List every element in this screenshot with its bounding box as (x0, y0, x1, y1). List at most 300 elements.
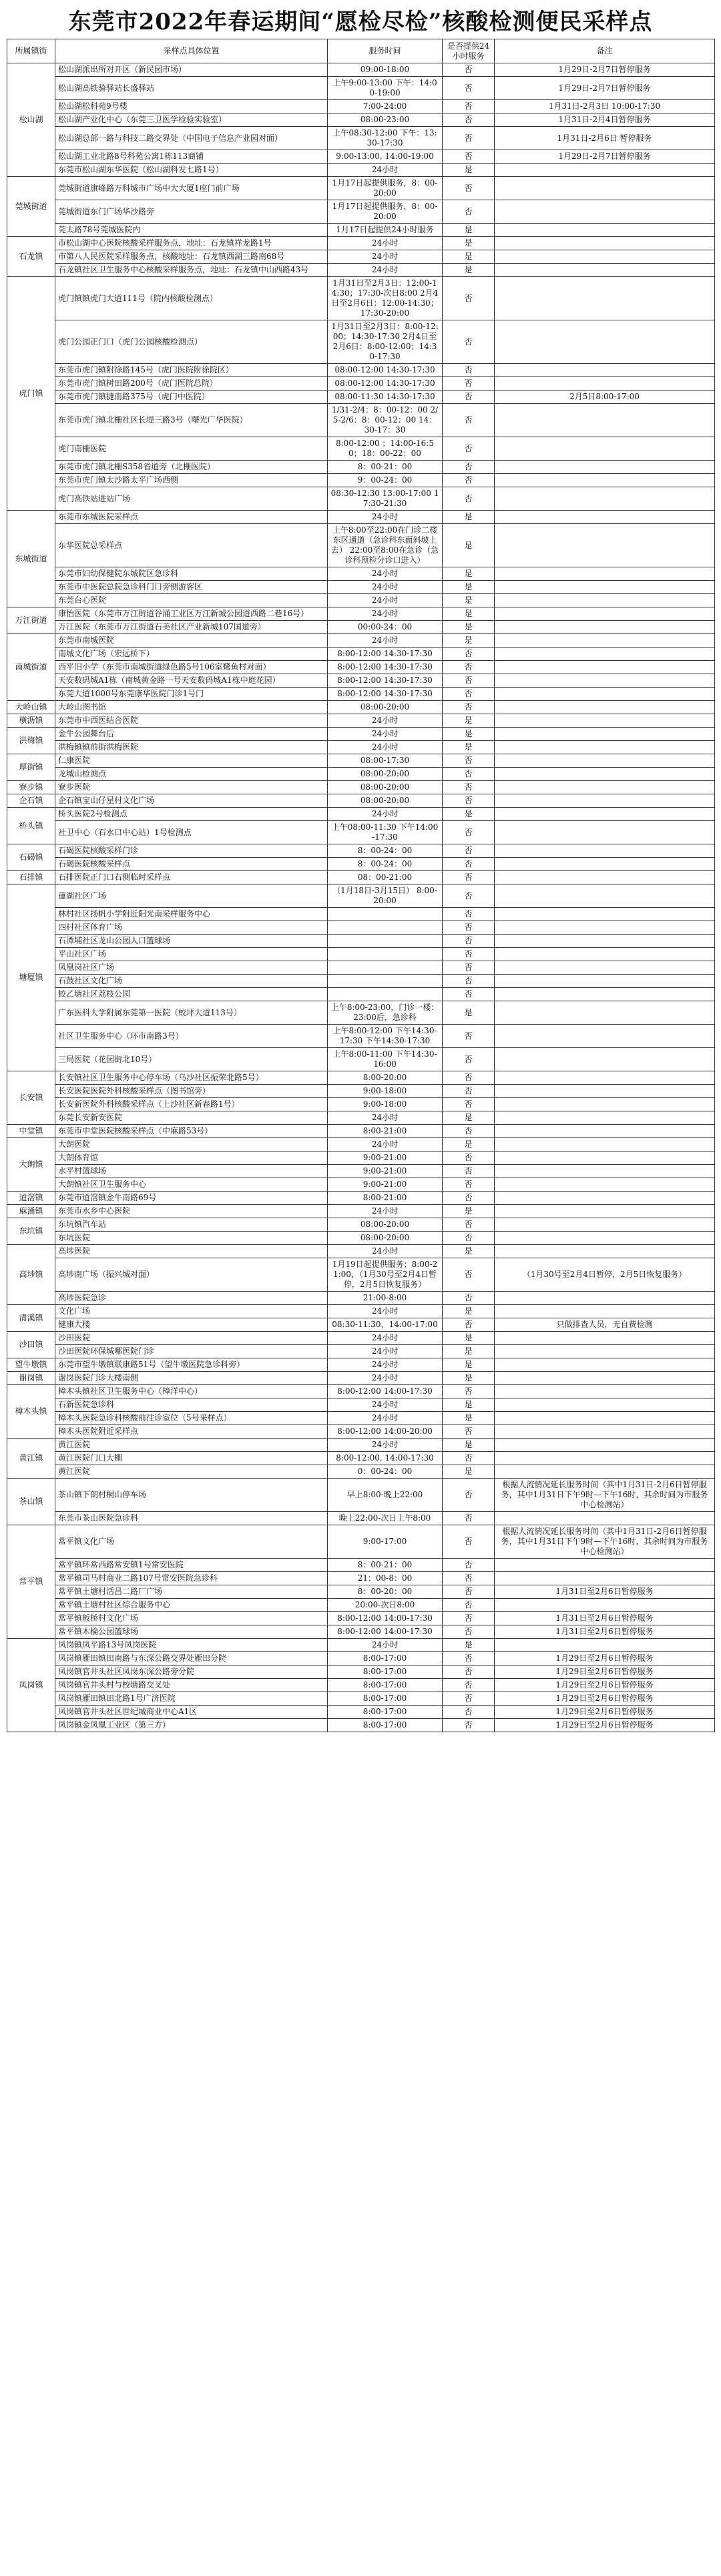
table-row (7, 1412, 715, 1425)
time-cell (328, 988, 443, 1001)
note-cell: 1月29日至2月6日暂停服务 (495, 1706, 715, 1719)
address-cell: 长安镇社区卫生服务中心停车场（乌沙社区振荣北路5号） (55, 1071, 328, 1085)
note-cell: 1月31日至2月6日暂停服务 (495, 1625, 715, 1639)
note-cell (495, 1358, 715, 1372)
24h-cell: 否 (443, 1098, 495, 1111)
address-cell: 长安新医院外科核酸采样点（上沙社区新春路1号） (55, 1098, 328, 1111)
time-cell (328, 948, 443, 961)
time-cell: 早上8:00-晚上22:00 (328, 1479, 443, 1512)
24h-cell: 否 (443, 1479, 495, 1512)
note-cell (495, 634, 715, 648)
24h-cell: 否 (443, 858, 495, 871)
time-cell: 24小时 (328, 1439, 443, 1452)
address-cell: 东莞市道滘镇金牛南路69号 (55, 1192, 328, 1205)
time-cell: 9:00-18:00 (328, 1098, 443, 1111)
town-cell: 莞城街道 (7, 177, 55, 237)
table-row (7, 150, 715, 164)
address-cell: 东莞市东城医院采样点 (55, 511, 328, 524)
24h-cell: 否 (443, 177, 495, 200)
24h-cell: 否 (443, 1425, 495, 1439)
24h-cell: 是 (443, 1305, 495, 1318)
time-cell: 21：00-8：00 (328, 1572, 443, 1585)
24h-cell: 否 (443, 63, 495, 77)
time-cell: 1月17日起提供服务，8：00-20:00 (328, 177, 443, 200)
note-cell (495, 935, 715, 948)
note-cell (495, 948, 715, 961)
table-row (7, 320, 715, 364)
table-body (7, 63, 715, 1732)
time-cell: 08:00-17:30 (328, 754, 443, 768)
town-cell: 清溪镇 (7, 1305, 55, 1332)
table-row (7, 1085, 715, 1098)
24h-cell: 否 (443, 1385, 495, 1398)
table-row (7, 1245, 715, 1258)
address-cell: 大朗体育馆 (55, 1151, 328, 1165)
24h-cell: 是 (443, 524, 495, 567)
town-cell: 大朗镇 (7, 1138, 55, 1192)
town-cell: 企石镇 (7, 794, 55, 808)
address-cell: 高埗医院 (55, 1245, 328, 1258)
table-row (7, 567, 715, 581)
note-cell (495, 437, 715, 461)
address-cell: 社区卫生服务中心（环市南路3号） (55, 1025, 328, 1048)
24h-cell: 否 (443, 1706, 495, 1719)
address-cell: 东莞市虎门镇附徐路145号（虎门医院附徐院区） (55, 364, 328, 377)
24h-cell: 否 (443, 461, 495, 474)
24h-cell: 否 (443, 487, 495, 511)
table-row (7, 437, 715, 461)
address-cell: 松山湖总部一路与科技二路交界处（中国电子信息产业园对面） (55, 127, 328, 150)
note-cell (495, 1439, 715, 1452)
24h-cell: 否 (443, 391, 495, 404)
town-cell: 长安镇 (7, 1071, 55, 1125)
table-row (7, 781, 715, 794)
24h-cell: 否 (443, 844, 495, 858)
24h-cell: 否 (443, 1232, 495, 1245)
note-cell: 1月29日至2月6日暂停服务 (495, 1665, 715, 1679)
24h-cell: 否 (443, 113, 495, 127)
address-cell: 万江医院（东莞市万江街道石美社区产业新城107国道旁） (55, 621, 328, 634)
table-row (7, 364, 715, 377)
town-cell: 塘厦镇 (7, 884, 55, 1071)
table-row (7, 688, 715, 701)
table-row (7, 948, 715, 961)
address-cell: 东莞市松山湖东华医院（松山湖科发七路1号） (55, 164, 328, 177)
note-cell (495, 461, 715, 474)
time-cell: 24小时 (328, 1305, 443, 1318)
table-row (7, 1572, 715, 1585)
note-cell (495, 1639, 715, 1652)
note-cell (495, 871, 715, 884)
24h-cell: 否 (443, 404, 495, 437)
24h-cell: 是 (443, 594, 495, 607)
town-cell: 石龙镇 (7, 237, 55, 277)
address-cell: 寮步医院 (55, 781, 328, 794)
table-row (7, 1398, 715, 1412)
time-cell: 1月17日起提供服务，8：00-20:00 (328, 200, 443, 224)
address-cell: 大朗镇社区卫生服务中心 (55, 1178, 328, 1192)
time-cell (328, 935, 443, 948)
note-cell (495, 1025, 715, 1048)
24h-cell: 是 (443, 634, 495, 648)
note-cell (495, 741, 715, 754)
header-town: 所属镇街 (7, 39, 55, 63)
table-row (7, 871, 715, 884)
table-row (7, 961, 715, 975)
address-cell: 常平镇土塘村活昌二路厂广场 (55, 1585, 328, 1599)
town-cell: 石碣镇 (7, 844, 55, 871)
address-cell: 四村社区体育广场 (55, 921, 328, 935)
address-cell: 松山湖工业北路8号科苑公寓1栋113商铺 (55, 150, 328, 164)
time-cell: 08:00-20:00 (328, 768, 443, 781)
note-cell (495, 607, 715, 621)
note-cell (495, 1452, 715, 1465)
table-row (7, 250, 715, 264)
table-row (7, 661, 715, 674)
address-cell: 常平镇板桥村文化广场 (55, 1612, 328, 1625)
24h-cell: 否 (443, 688, 495, 701)
note-cell (495, 1125, 715, 1138)
table-row (7, 988, 715, 1001)
note-cell (495, 1111, 715, 1125)
time-cell: 8:00-12:00 14:30-17:30 (328, 674, 443, 688)
address-cell: 东莞市茶山医院急诊科 (55, 1512, 328, 1525)
table-row (7, 674, 715, 688)
table-row (7, 1625, 715, 1639)
town-cell: 南城街道 (7, 634, 55, 701)
address-cell: 康怡医院（东莞市万江街道谷涌工业区万江新城公园道西路二巷16号） (55, 607, 328, 621)
header-address: 采样点具体位置 (55, 39, 328, 63)
address-cell: 南城文化广场（宏远桥下） (55, 648, 328, 661)
table-row (7, 277, 715, 320)
address-cell: 虎门高铁站进站广场 (55, 487, 328, 511)
table-row (7, 768, 715, 781)
time-cell: 8:00-17:00 (328, 1706, 443, 1719)
24h-cell: 否 (443, 948, 495, 961)
24h-cell: 否 (443, 1292, 495, 1305)
address-cell: 平山社区广场 (55, 948, 328, 961)
address-cell: 天安数码城A1栋（南城黄金路一号天安数码城A1栋中庭花园） (55, 674, 328, 688)
note-cell (495, 250, 715, 264)
address-cell: 莞太路78号莞城医院内 (55, 224, 328, 237)
address-cell: 沙田医院环保城哪医院门诊 (55, 1345, 328, 1358)
table-row (7, 1479, 715, 1512)
time-cell: 24小时 (328, 1205, 443, 1218)
table-row (7, 1372, 715, 1385)
note-cell (495, 728, 715, 741)
24h-cell: 否 (443, 1085, 495, 1098)
time-cell: 8:00-12:00 ；14:00-16:50；18：00-22：00 (328, 437, 443, 461)
time-cell: 8:00-12:00 14:00-17:30 (328, 1385, 443, 1398)
time-cell: 24小时 (328, 250, 443, 264)
24h-cell: 否 (443, 661, 495, 674)
24h-cell: 是 (443, 714, 495, 728)
note-cell (495, 567, 715, 581)
24h-cell: 否 (443, 1612, 495, 1625)
24h-cell: 是 (443, 1332, 495, 1345)
note-cell (495, 1245, 715, 1258)
time-cell: 08:00-20:00 (328, 1218, 443, 1232)
table-row (7, 1332, 715, 1345)
time-cell: 上午08:00-11:30 下午14:00-17:30 (328, 821, 443, 844)
note-cell (495, 821, 715, 844)
time-cell: 08:00-11:30 14:30-17:30 (328, 391, 443, 404)
table-row (7, 621, 715, 634)
table-row (7, 1048, 715, 1071)
24h-cell: 否 (443, 1071, 495, 1085)
table-row (7, 1151, 715, 1165)
table-row (7, 884, 715, 908)
time-cell: 8:00-12:00 14:00-17:30 (328, 1625, 443, 1639)
time-cell: 8:00-21:00 (328, 1125, 443, 1138)
time-cell: 24小时 (328, 1372, 443, 1385)
note-cell (495, 988, 715, 1001)
note-cell (495, 474, 715, 487)
note-cell: 1月29日至2月6日暂停服务 (495, 1652, 715, 1665)
table-header-row (7, 39, 715, 63)
address-cell: 莞城街道东门广场华沙路旁 (55, 200, 328, 224)
table-row (7, 1525, 715, 1559)
note-cell (495, 1071, 715, 1085)
note-cell (495, 1165, 715, 1178)
table-row (7, 1138, 715, 1151)
note-cell (495, 404, 715, 437)
time-cell: 24小时 (328, 1412, 443, 1425)
time-cell: 24小时 (328, 594, 443, 607)
address-cell: 东莞市虎门镇捷南路375号（虎门中医院） (55, 391, 328, 404)
note-cell (495, 1372, 715, 1385)
time-cell: 24小时 (328, 581, 443, 594)
note-cell (495, 1572, 715, 1585)
24h-cell: 是 (443, 1372, 495, 1385)
table-row (7, 935, 715, 948)
note-cell: 1月31日-2月6日 暂停服务 (495, 127, 715, 150)
table-row (7, 1001, 715, 1025)
time-cell: 上午8:00至22:00在门诊二楼东区通道（急诊科东面斜坡上去） 22:00至8:00在急诊（急诊科预检分诊口进入） (328, 524, 443, 567)
24h-cell: 是 (443, 1439, 495, 1452)
address-cell: 凤岗镇雁田镇田北路1号广济医院 (55, 1692, 328, 1706)
table-row (7, 1025, 715, 1048)
address-cell: 高埗医院急诊 (55, 1292, 328, 1305)
table-row (7, 461, 715, 474)
address-cell: 东莞市妇幼保健院东城院区急诊科 (55, 567, 328, 581)
time-cell: 上午8:00-12:00 下午14:30-17:30 下午14:30-17:30 (328, 1025, 443, 1048)
table-row (7, 821, 715, 844)
time-cell: 9:00-21:00 (328, 1165, 443, 1178)
address-cell: 长安医院医院外科核酸采样点（图书馆旁） (55, 1085, 328, 1098)
time-cell: 24小时 (328, 511, 443, 524)
address-cell: 企石镇宝山仔星村文化广场 (55, 794, 328, 808)
table-row (7, 634, 715, 648)
address-cell: 凤岗镇金凤凰工业区（第三方） (55, 1719, 328, 1732)
note-cell: 1月29日-2月7日暂停服务 (495, 63, 715, 77)
address-cell: 洪梅镇镇前街洪梅医院 (55, 741, 328, 754)
24h-cell: 否 (443, 1318, 495, 1332)
time-cell: 8:00-12:00 14:30-17:30 (328, 648, 443, 661)
24h-cell: 否 (443, 794, 495, 808)
time-cell: 24小时 (328, 607, 443, 621)
table-row (7, 728, 715, 741)
town-cell: 东坑镇 (7, 1218, 55, 1245)
24h-cell: 否 (443, 871, 495, 884)
time-cell: 1月31日至2月3日：8:00-12:00；14:30-17:30 2月4日至2月6日：8:00-12:00；14:30-17:30 (328, 320, 443, 364)
note-cell: 1月29日-2月7日暂停服务 (495, 150, 715, 164)
address-cell: 东莞市南城医院 (55, 634, 328, 648)
table-row (7, 844, 715, 858)
address-cell: 凤岗镇官井头村与校塘路交叉处 (55, 1679, 328, 1692)
note-cell (495, 377, 715, 391)
time-cell: 24小时 (328, 728, 443, 741)
24h-cell: 是 (443, 1639, 495, 1652)
address-cell: 凤岗镇凤平路13号凤岗医院 (55, 1639, 328, 1652)
24h-cell: 否 (443, 961, 495, 975)
note-cell (495, 975, 715, 988)
note-cell (495, 1345, 715, 1358)
note-cell (495, 1398, 715, 1412)
address-cell: 金牛公园舞台后 (55, 728, 328, 741)
note-cell (495, 768, 715, 781)
table-row (7, 1258, 715, 1292)
table-row (7, 200, 715, 224)
table-row (7, 524, 715, 567)
table-row (7, 741, 715, 754)
note-cell (495, 754, 715, 768)
table-row (7, 701, 715, 714)
note-cell (495, 688, 715, 701)
note-cell (495, 781, 715, 794)
24h-cell: 否 (443, 474, 495, 487)
town-cell: 茶山镇 (7, 1479, 55, 1525)
24h-cell: 否 (443, 1599, 495, 1612)
time-cell: 24小时 (328, 1398, 443, 1412)
table-row (7, 77, 715, 100)
table-row (7, 1178, 715, 1192)
24h-cell: 是 (443, 741, 495, 754)
address-cell: 东莞市虎门镇太沙路太平广场西侧 (55, 474, 328, 487)
address-cell: 樟木头医院急诊科核酸前往诊室位（5号采样点） (55, 1412, 328, 1425)
table-row (7, 714, 715, 728)
address-cell: 石排医院正门口右侧临时采样点 (55, 871, 328, 884)
time-cell: 08:00-12:00 14:30-17:30 (328, 364, 443, 377)
time-cell: 08:00-20:00 (328, 701, 443, 714)
note-cell: 根据人流情况延长服务时间（其中1月31日-2月6日暂停服务，其中1月31日下午9时—下午16时，其余时间为市服务中心检测站） (495, 1525, 715, 1559)
note-cell (495, 1098, 715, 1111)
address-cell: 龙城山检测点 (55, 768, 328, 781)
sampling-sites-table (7, 39, 715, 1732)
time-cell: 8:00-20:00 (328, 1071, 443, 1085)
note-cell (495, 320, 715, 364)
note-cell (495, 177, 715, 200)
table-row (7, 1205, 715, 1218)
note-cell (495, 1138, 715, 1151)
24h-cell: 否 (443, 437, 495, 461)
town-cell: 谢岗镇 (7, 1372, 55, 1385)
address-cell: 东莞市中堂医院核酸采样点（中麻路53号） (55, 1125, 328, 1138)
note-cell (495, 1292, 715, 1305)
address-cell: 东莞台心医院 (55, 594, 328, 607)
24h-cell: 否 (443, 1572, 495, 1585)
note-cell: 根据人流情况延长服务时间（其中1月31日-2月6日暂停服务，其中1月31日下午9时—下午16时，其余时间为市服务中心检测站） (495, 1479, 715, 1512)
24h-cell: 否 (443, 77, 495, 100)
table-row (7, 1665, 715, 1679)
note-cell (495, 674, 715, 688)
address-cell: 松山湖产业化中心（东莞三卫医学检验实验室） (55, 113, 328, 127)
page-title: 东莞市2022年春运期间“愿检尽检”核酸检测便民采样点 (68, 9, 653, 35)
address-cell: 茶山镇下朗村桐山停车场 (55, 1479, 328, 1512)
address-cell: 高埗南广场（振兴城对面） (55, 1258, 328, 1292)
note-cell (495, 1218, 715, 1232)
address-cell: 虎门镇镇虎门大道111号（院内核酸检测点） (55, 277, 328, 320)
time-cell: 24小时 (328, 1358, 443, 1372)
address-cell: 东莞市水乡中心医院 (55, 1205, 328, 1218)
note-cell (495, 581, 715, 594)
time-cell (328, 975, 443, 988)
town-cell: 黄江镇 (7, 1439, 55, 1479)
note-cell (495, 511, 715, 524)
table-row (7, 164, 715, 177)
address-cell: 石碣医院核酸采样点 (55, 858, 328, 871)
24h-cell: 是 (443, 511, 495, 524)
note-cell (495, 487, 715, 511)
24h-cell: 是 (443, 1358, 495, 1372)
24h-cell: 否 (443, 648, 495, 661)
address-cell: 东莞市中西医结合医院 (55, 714, 328, 728)
header-24h: 是否提供24小时服务 (443, 39, 495, 63)
address-cell: 樟木头镇社区卫生服务中心（樟洋中心） (55, 1385, 328, 1398)
note-cell: 1月31日-2月3日 10:00-17:30 (495, 100, 715, 113)
address-cell: 石潭埔社区龙山公园人口篮球场 (55, 935, 328, 948)
address-cell: 三局医院（花园街北10号） (55, 1048, 328, 1071)
address-cell: 蓮湖社区广场 (55, 884, 328, 908)
table-row (7, 1719, 715, 1732)
time-cell: 21:00-8:00 (328, 1292, 443, 1305)
time-cell: 24小时 (328, 808, 443, 821)
note-cell (495, 1192, 715, 1205)
town-cell: 寮步镇 (7, 781, 55, 794)
table-row (7, 581, 715, 594)
time-cell: 1月31日至2月3日：12:00-14:30；17:30-次日8:00 2月4日至2月6日：12:00-14:30；17:30-20:00 (328, 277, 443, 320)
table-row (7, 1439, 715, 1452)
table-row (7, 63, 715, 77)
address-cell: 凤岗镇官井头社区世纪城商业中心A1区 (55, 1706, 328, 1719)
24h-cell: 否 (443, 1178, 495, 1192)
address-cell: 石新医院急诊科 (55, 1398, 328, 1412)
note-cell (495, 237, 715, 250)
note-cell (495, 224, 715, 237)
town-cell: 樟木头镇 (7, 1385, 55, 1439)
24h-cell: 否 (443, 1512, 495, 1525)
town-cell: 道滘镇 (7, 1192, 55, 1205)
address-cell: 常平镇土塘村社区综合服务中心 (55, 1599, 328, 1612)
time-cell: 晚上22:00-次日上午8:00 (328, 1512, 443, 1525)
24h-cell: 否 (443, 781, 495, 794)
table-row (7, 474, 715, 487)
note-cell (495, 1085, 715, 1098)
time-cell: 24小时 (328, 741, 443, 754)
note-cell (495, 884, 715, 908)
24h-cell: 否 (443, 754, 495, 768)
time-cell: 0：00-24：00 (328, 1465, 443, 1479)
note-cell (495, 1178, 715, 1192)
time-cell: 8:00-17:00 (328, 1719, 443, 1732)
time-cell: 08:00-20:00 (328, 781, 443, 794)
time-cell: 8:00-12:00 14:30-17:30 (328, 688, 443, 701)
24h-cell: 否 (443, 150, 495, 164)
time-cell: （1月18日-3月15日） 8:00-20:00 (328, 884, 443, 908)
note-cell (495, 794, 715, 808)
address-cell: 东莞长安新安医院 (55, 1111, 328, 1125)
town-cell: 虎门镇 (7, 277, 55, 511)
